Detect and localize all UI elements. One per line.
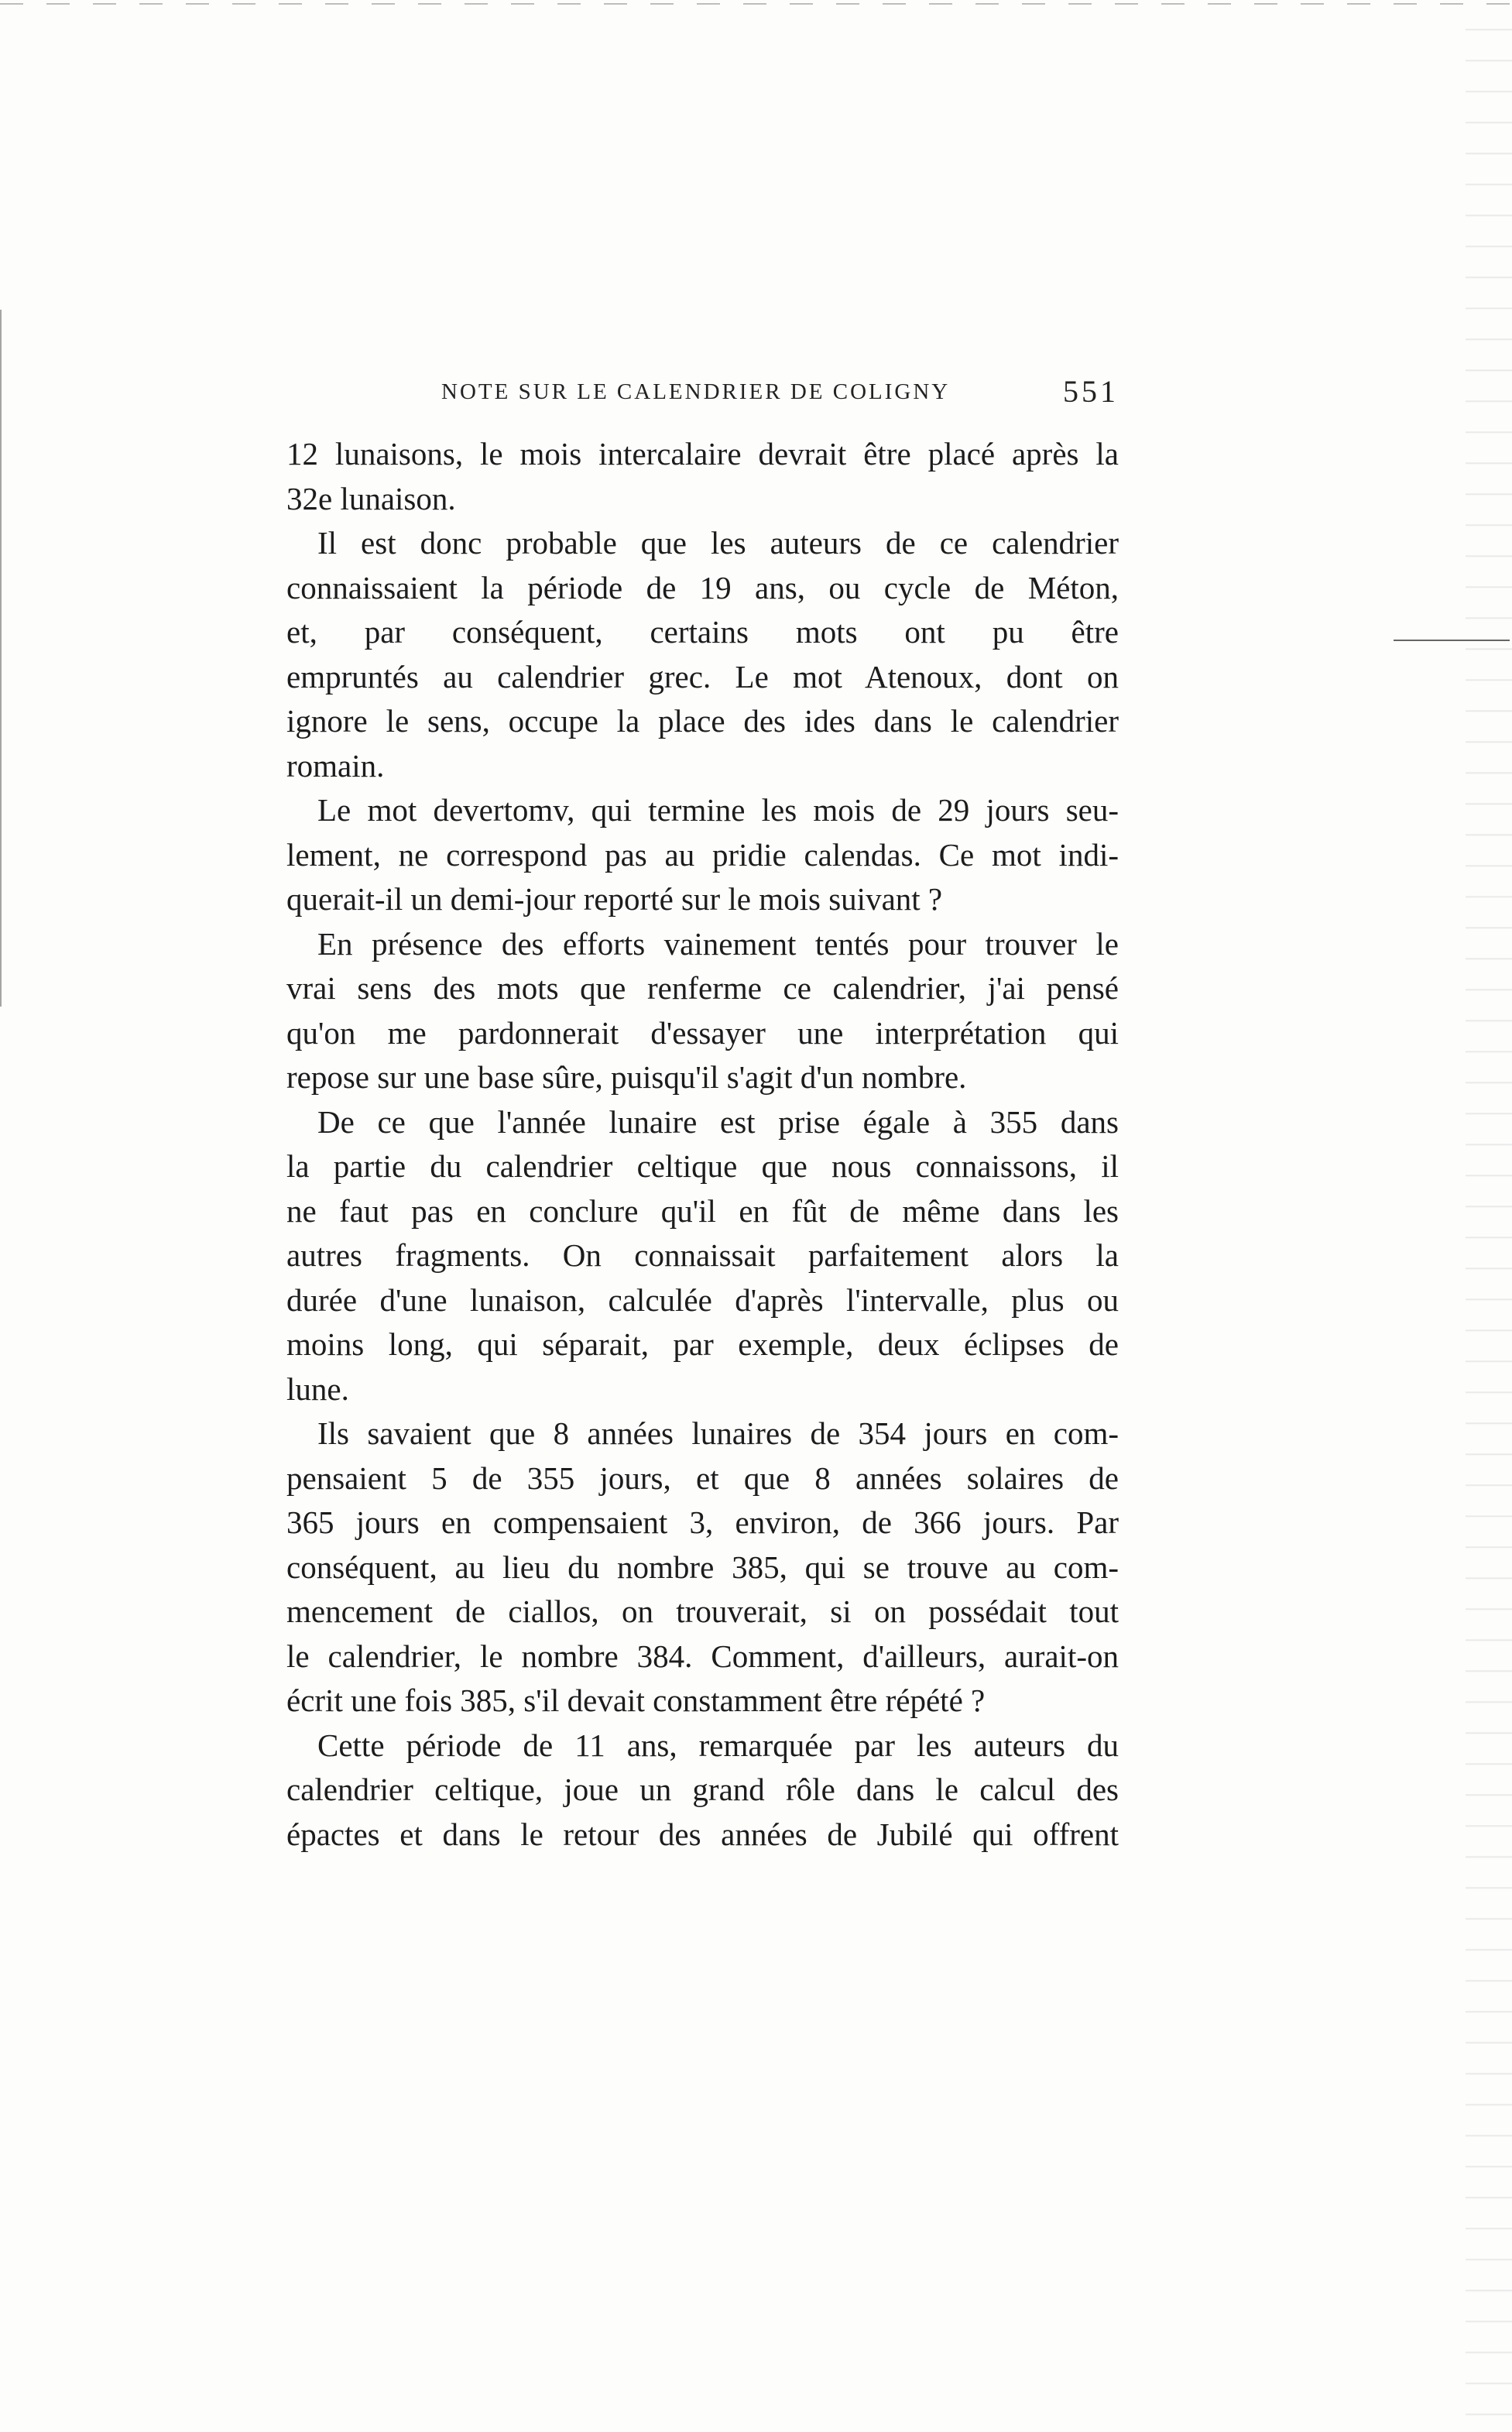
text-line: lement, ne correspond pas au pridie calendas. Ce mot indi- (286, 836, 1119, 873)
text-line: romain. (286, 747, 385, 784)
paragraph-2 (286, 521, 1119, 788)
text-line: Ils savaient que 8 années lunaires de 354 jours en com- (317, 1415, 1119, 1451)
paragraph-5 (286, 1100, 1119, 1412)
text-line: mencement de ciallos, on trouverait, si on possédait tout (286, 1593, 1119, 1629)
text-line: conséquent, au lieu du nombre 385, qui se trouve au com- (286, 1549, 1119, 1585)
text-line: pensaient 5 de 355 jours, et que 8 années solaires de (286, 1460, 1119, 1496)
text-line: connaissaient la période de 19 ans, ou cycle de Méton, (286, 569, 1119, 605)
text-line: le calendrier, le nombre 384. Comment, d'ailleurs, aurait-on (286, 1638, 1119, 1674)
text-line: ne faut pas en conclure qu'il en fût de même dans les (286, 1192, 1119, 1229)
text-line: vrai sens des mots que renferme ce calendrier, j'ai pensé (286, 970, 1119, 1006)
paragraph-1 (286, 432, 1119, 521)
paragraph-6 (286, 1412, 1119, 1724)
text-line: et, par conséquent, certains mots ont pu être (286, 614, 1119, 650)
text-line: repose sur une base sûre, puisqu'il s'agit d'un nombre. (286, 1059, 967, 1095)
text-line: 12 lunaisons, le mois intercalaire devrait être placé après la (286, 436, 1119, 472)
text-line: Le mot devertomv, qui termine les mois de 29 jours seu- (317, 792, 1119, 828)
text-line: 32e lunaison. (286, 480, 456, 516)
text-line: autres fragments. On connaissait parfaitement alors la (286, 1237, 1119, 1273)
text-line: ignore le sens, occupe la place des ides dans le calendrier (286, 703, 1119, 739)
margin-mark (1394, 640, 1510, 641)
body-text (286, 432, 1119, 1857)
text-line: Il est donc probable que les auteurs de ce calendrier (317, 525, 1119, 561)
text-line: lune. (286, 1370, 349, 1407)
text-line: moins long, qui séparait, par exemple, deux éclipses de (286, 1326, 1119, 1362)
scan-right-edge (1466, 0, 1512, 2432)
scan-left-edge (0, 310, 2, 1007)
text-line: écrit une fois 385, s'il devait constamment être répété ? (286, 1683, 986, 1718)
text-line: En présence des efforts vainement tentés pour trouver le (317, 925, 1119, 962)
page-number: 551 (1063, 374, 1119, 409)
text-line: épactes et dans le retour des années de Jubilé qui offrent (286, 1816, 1119, 1852)
text-line: durée d'une lunaison, calculée d'après l'intervalle, plus ou (286, 1281, 1119, 1318)
text-line: qu'on me pardonnerait d'essayer une interprétation qui (286, 1014, 1119, 1051)
text-line: Cette période de 11 ans, remarquée par les auteurs du (317, 1727, 1119, 1763)
text-line: De ce que l'année lunaire est prise égale à 355 dans (317, 1103, 1119, 1140)
text-line: 365 jours en compensaient 3, environ, de 366 jours. Par (286, 1504, 1119, 1540)
text-line: la partie du calendrier celtique que nous connaissons, il (286, 1148, 1119, 1184)
paragraph-4 (286, 922, 1119, 1100)
running-title: NOTE SUR LE CALENDRIER DE COLIGNY (441, 379, 951, 404)
paragraph-7 (286, 1724, 1119, 1857)
page-header (286, 373, 1119, 420)
text-line: querait-il un demi-jour reporté sur le mois suivant ? (286, 881, 943, 917)
text-line: empruntés au calendrier grec. Le mot Atenoux, dont on (286, 658, 1119, 695)
text-line: calendrier celtique, joue un grand rôle dans le calcul des (286, 1772, 1119, 1807)
paragraph-3 (286, 788, 1119, 922)
scan-top-edge (0, 3, 1512, 5)
